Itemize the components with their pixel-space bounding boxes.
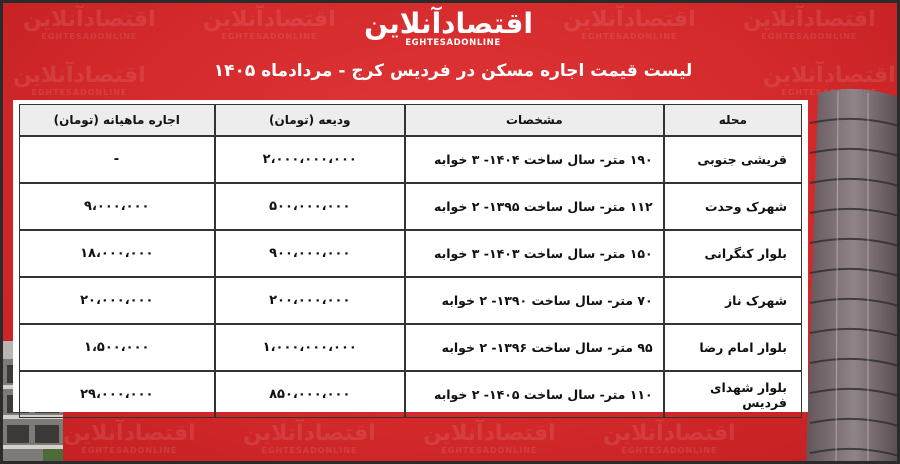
header-deposit: ودیعه (تومان): [215, 104, 405, 136]
cell-area: بلوار امام رضا: [664, 324, 802, 371]
cell-spec: ۱۱۰ متر- سال ساخت ۱۴۰۵- ۲ خوابه: [405, 371, 664, 418]
page-title: لیست قیمت اجاره مسکن در فردیس کرج - مردادماه ۱۴۰۵: [213, 61, 693, 81]
cell-deposit: ۹۰۰،۰۰۰،۰۰۰: [215, 230, 405, 277]
watermark: اقتصادآنلاین EGHTESADONLINE: [203, 7, 336, 41]
table-row: [19, 324, 802, 371]
cell-rent: ۱۸،۰۰۰،۰۰۰: [19, 230, 215, 277]
watermark: اقتصادآنلاین: [763, 63, 896, 88]
cell-rent: ۹،۰۰۰،۰۰۰: [19, 183, 215, 230]
brand-name-en: EGHTESADONLINE: [405, 38, 501, 48]
watermark: اقتصادآنلاین EGHTESADONLINE: [23, 7, 156, 41]
header-rent: اجاره ماهیانه (تومان): [19, 104, 215, 136]
cell-area: شهرک ناز: [664, 277, 802, 324]
cell-rent: ۲۹،۰۰۰،۰۰۰: [19, 371, 215, 418]
cell-spec: ۹۵ متر- سال ساخت ۱۳۹۶- ۲ خوابه: [405, 324, 664, 371]
price-table-container: [13, 100, 808, 412]
watermark: اقتصادآنلاین EGHTESADONLINE: [13, 63, 146, 97]
cell-area: بلوار شهدای فردیس: [664, 371, 802, 418]
watermark: اقتصادآنلاین EGHTESADONLINE: [743, 7, 876, 41]
table-row: [19, 136, 802, 183]
cell-deposit: ۲،۰۰۰،۰۰۰،۰۰۰: [215, 136, 405, 183]
cell-deposit: ۸۵۰،۰۰۰،۰۰۰: [215, 371, 405, 418]
cell-spec: ۱۱۲ متر- سال ساخت ۱۳۹۵- ۲ خوابه: [405, 183, 664, 230]
cell-area: قریشی جنوبی: [664, 136, 802, 183]
brand-logo: [364, 7, 533, 60]
watermark: اقتصادآنلاین EGHTESADONLINE: [563, 7, 696, 41]
brand-name-fa: اقتصادآنلاین: [364, 7, 533, 40]
building-illustration-right: [798, 83, 900, 464]
cell-spec: ۱۹۰ متر- سال ساخت ۱۴۰۴- ۳ خوابه: [405, 136, 664, 183]
cell-spec: ۱۵۰ متر- سال ساخت ۱۴۰۳- ۳ خوابه: [405, 230, 664, 277]
watermark: اقتصادآنلاین EGHTESADONLINE: [243, 421, 376, 455]
cell-deposit: ۲۰۰،۰۰۰،۰۰۰: [215, 277, 405, 324]
cell-rent: ۲۰،۰۰۰،۰۰۰: [19, 277, 215, 324]
cell-rent: ۱،۵۰۰،۰۰۰: [19, 324, 215, 371]
cell-area: بلوار کنگرانی: [664, 230, 802, 277]
header-spec: مشخصات: [405, 104, 664, 136]
table-row: [19, 230, 802, 277]
watermark: اقتصادآنلاین EGHTESADONLINE: [603, 421, 736, 455]
table-header-row: [19, 104, 802, 136]
cell-deposit: ۵۰۰،۰۰۰،۰۰۰: [215, 183, 405, 230]
header-area: محله: [664, 104, 802, 136]
table-row: [19, 277, 802, 324]
table-row: [19, 183, 802, 230]
table-row: [19, 371, 802, 418]
watermark: اقتصادآنلاین EGHTESADONLINE: [63, 421, 196, 455]
rent-price-table: [19, 104, 802, 418]
cell-deposit: ۱،۰۰۰،۰۰۰،۰۰۰: [215, 324, 405, 371]
cell-area: شهرک وحدت: [664, 183, 802, 230]
cell-spec: ۷۰ متر- سال ساخت ۱۳۹۰- ۲ خوابه: [405, 277, 664, 324]
watermark: اقتصادآنلاین EGHTESADONLINE: [423, 421, 556, 455]
cell-rent: -: [19, 136, 215, 183]
